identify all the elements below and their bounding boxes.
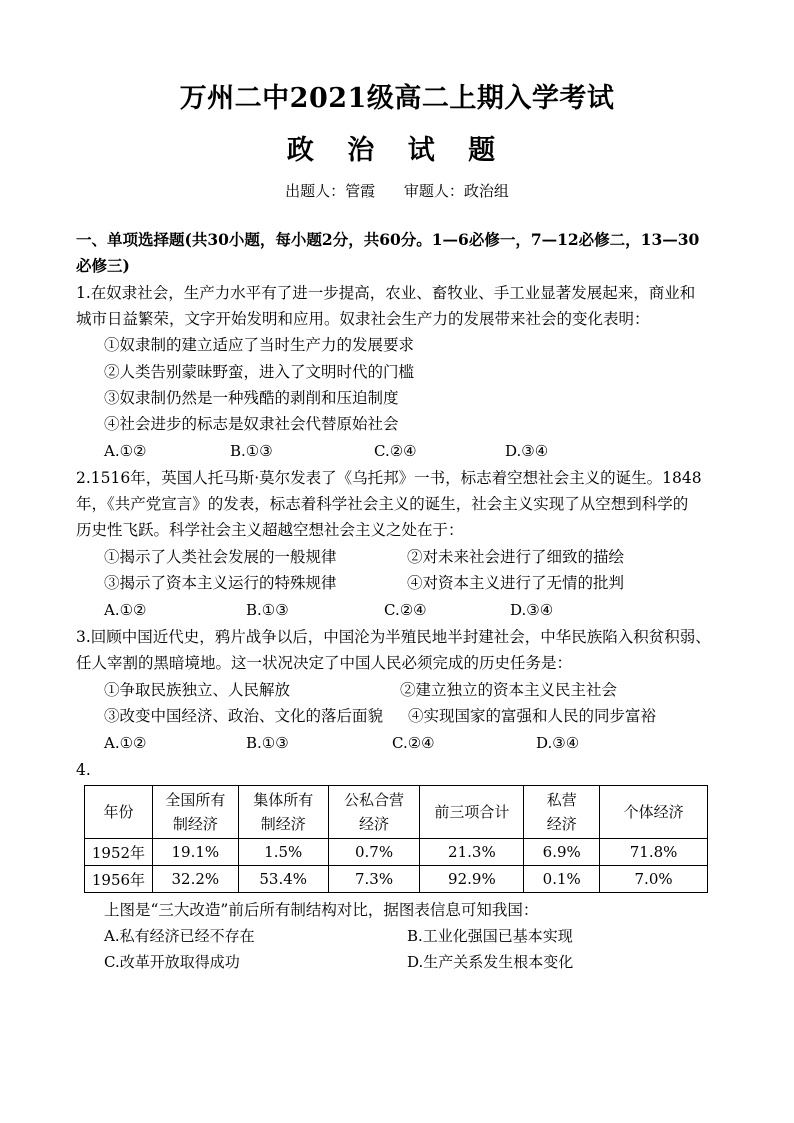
table-cell: 0.7% bbox=[328, 839, 420, 866]
q1-choice-d[interactable]: D.③④ bbox=[505, 442, 549, 460]
q2-choice-b[interactable]: B.①③ bbox=[246, 601, 289, 619]
q4-choice-c[interactable]: C.改革开放取得成功 bbox=[104, 953, 240, 971]
exam-title: 万州二中2021级高二上期入学考试 bbox=[179, 83, 615, 114]
q4-choice-b[interactable]: B.工业化强国已基本实现 bbox=[407, 927, 573, 945]
table-cell: 92.9% bbox=[420, 866, 524, 893]
header-cell: 集体所有 制经济 bbox=[238, 786, 328, 839]
question-reviewer: 审题人：政治组 bbox=[403, 182, 509, 200]
table-cell: 1952年 bbox=[85, 839, 153, 866]
table-row bbox=[85, 839, 708, 866]
q3-choice-c[interactable]: C.②④ bbox=[392, 734, 435, 752]
q2-item-3: ③揭示了资本主义运行的特殊规律 bbox=[104, 574, 337, 592]
q2-choice-c[interactable]: C.②④ bbox=[384, 601, 427, 619]
section-heading-cont: 必修三) bbox=[76, 256, 130, 275]
q2-choice-d[interactable]: D.③④ bbox=[510, 601, 554, 619]
q2-item-1: ①揭示了人类社会发展的一般规律 bbox=[104, 548, 337, 566]
q1-item-4: ④社会进步的标志是奴隶社会代替原始社会 bbox=[104, 415, 399, 433]
table-cell: 1.5% bbox=[238, 839, 328, 866]
q4-stem: 上图是“三大改造”前后所有制结构对比，据图表信息可知我国： bbox=[104, 901, 539, 919]
q4-choice-d[interactable]: D.生产关系发生根本变化 bbox=[407, 953, 574, 971]
q3-item-2: ②建立独立的资本主义民主社会 bbox=[400, 681, 618, 699]
header-cell: 年份 bbox=[85, 786, 153, 839]
q2-stem-cont: 年，《共产党宣言》的发表，标志着科学社会主义的诞生，社会主义实现了从空想到科学的 bbox=[76, 495, 689, 513]
table-header-row bbox=[85, 786, 708, 839]
q1-item-2: ②人类告别蒙昧野蛮，进入了文明时代的门槛 bbox=[104, 363, 415, 381]
q1-choice-a[interactable]: A.①② bbox=[104, 442, 147, 460]
q3-stem-cont: 任人宰割的黑暗境地。这一状况决定了中国人民必须完成的历史任务是： bbox=[76, 654, 573, 672]
header-cell: 个体经济 bbox=[600, 786, 708, 839]
header-cell: 私营 经济 bbox=[524, 786, 600, 839]
header-cell: 前三项合计 bbox=[420, 786, 524, 839]
table-row bbox=[85, 866, 708, 893]
question-setter: 出题人：管霞 bbox=[285, 182, 376, 200]
q2-stem-cont2: 历史性飞跃。科学社会主义超越空想社会主义之处在于： bbox=[76, 521, 464, 539]
table-cell: 19.1% bbox=[152, 839, 238, 866]
header-cell: 全国所有 制经济 bbox=[152, 786, 238, 839]
q3-choice-d[interactable]: D.③④ bbox=[536, 734, 580, 752]
q1-choice-b[interactable]: B.①③ bbox=[230, 442, 273, 460]
subject-title: 政 治 试 题 bbox=[286, 135, 508, 166]
table-cell: 7.3% bbox=[328, 866, 420, 893]
ownership-structure-table bbox=[84, 785, 708, 893]
table-cell: 0.1% bbox=[524, 866, 600, 893]
q4-choice-a[interactable]: A.私有经济已经不存在 bbox=[104, 927, 255, 945]
q2-item-4: ④对资本主义进行了无情的批判 bbox=[407, 574, 625, 592]
q1-item-1: ①奴隶制的建立适应了当时生产力的发展要求 bbox=[104, 336, 415, 354]
header-cell: 公私合营 经济 bbox=[328, 786, 420, 839]
author-line bbox=[0, 180, 794, 201]
q1-stem-cont: 城市日益繁荣，文字开始发明和应用。奴隶社会生产力的发展带来社会的变化表明： bbox=[76, 310, 650, 328]
table-cell: 6.9% bbox=[524, 839, 600, 866]
table-cell: 1956年 bbox=[85, 866, 153, 893]
q4-number: 4. bbox=[76, 761, 91, 779]
table-cell: 7.0% bbox=[600, 866, 708, 893]
table-cell: 53.4% bbox=[238, 866, 328, 893]
table-cell: 71.8% bbox=[600, 839, 708, 866]
table-cell: 21.3% bbox=[420, 839, 524, 866]
q1-choice-c[interactable]: C.②④ bbox=[374, 442, 417, 460]
q1-item-3: ③奴隶制仍然是一种残酷的剥削和压迫制度 bbox=[104, 389, 399, 407]
q3-stem: 3.回顾中国近代史，鸦片战争以后，中国沦为半殖民地半封建社会，中华民族陷入积贫积弱、 bbox=[76, 628, 711, 646]
q1-stem: 1.在奴隶社会，生产力水平有了进一步提高，农业、畜牧业、手工业显著发展起来，商业和 bbox=[76, 284, 696, 302]
q3-item-1: ①争取民族独立、人民解放 bbox=[104, 681, 291, 699]
q3-choice-b[interactable]: B.①③ bbox=[246, 734, 289, 752]
q3-choice-a[interactable]: A.①② bbox=[104, 734, 147, 752]
q2-stem: 2.1516年，英国人托马斯·莫尔发表了《乌托邦》一书，标志着空想社会主义的诞生。1848 bbox=[76, 469, 702, 487]
q3-item-3: ③改变中国经济、政治、文化的落后面貌 bbox=[104, 707, 384, 725]
q2-item-2: ②对未来社会进行了细致的描绘 bbox=[407, 548, 625, 566]
table-cell: 32.2% bbox=[152, 866, 238, 893]
section-heading: 一、单项选择题(共30小题，每小题2分，共60分。1—6必修一，7—12必修二，13—30 bbox=[76, 230, 700, 249]
q2-choice-a[interactable]: A.①② bbox=[104, 601, 147, 619]
q3-item-4: ④实现国家的富强和人民的同步富裕 bbox=[408, 707, 657, 725]
